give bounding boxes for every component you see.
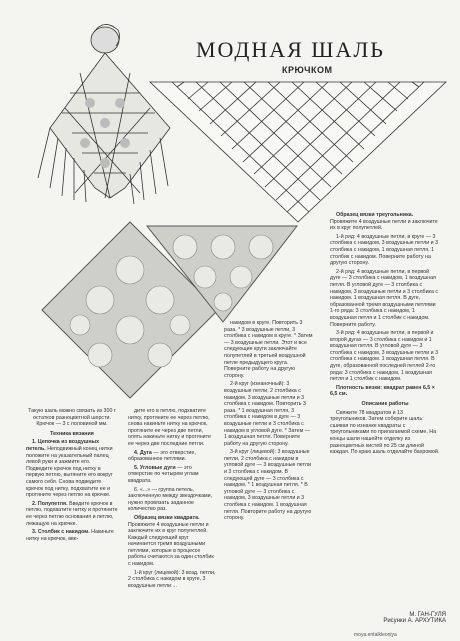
text-column-2 [128,408,216,591]
triangle-row-3: 3-й ряд: 4 воздушные петли, в первой и второй дугах — 3 столбика с накидом и 1 воздушная петля. В угловой дуге — 3 столбика с накидом, 3 воздушные петли и 3 столбика с накидом. 1 воздушная петля. В дуге, образованной последней петлей 2-го ряда: 3 столбика с накидом, 1 воздушная петля и 1 столбик с накидом. [330,330,439,383]
author-credit: М. ГАН-ГУЛЯ [409,612,446,618]
technique-item: 2. Полупетля. Введите крючок в петлю, подхватите нитку и протяните ее через петлю основания и петлю, лежащую на крючке. [26,500,118,527]
source-url: moya.entalkleoniya [354,632,397,638]
text-column-3 [224,320,314,524]
intro-text: Такую шаль можно связать из 300 г остатков разноцветной шерсти. Крючок — 3 с половиной мм. [28,408,116,428]
technique-item: 5. Угловые дуги — это отверстие по четырем углам квадрата. [128,464,199,484]
assembly-heading: Описание работы [361,401,409,408]
technique-item: 6. «...» — группа петель, заключенную между звездочками, нужно провязать заданное количество раз. [128,486,213,513]
technique-item: 3. Столбик с накидом. Накиньте нитку на крючок, вве- [26,529,114,542]
technique-item: 1. Цепочка из воздушных петель. Неподвижный конец нитки положите на указательный палец левой руки и зажмите его. Подведите крючок под нитку в первую петлю, вытяните его вокруг самого себя. Снова подведите крючок под нитку, подхватите ее и протяните через петлю на крючке. [26,439,113,499]
square-round-2: 2-й круг (изнаночный): 3 воздушные петли, 2 столбика с накидом. 3 воздушные петли и 3 столбика с накидом. Повторить 3 раза. * 1 воздушная петля, 3 столбика с накидом в дуге — 3 воздушные петли и 3 столбика с накидом в угловой дуге. * Затем — 1 воздушная петля. Поверните работу на другую сторону. [224,381,311,447]
square-continued: накидом в круге. Повторить 3 раза. * 3 воздушные петли, 3 столбика с накидом в круге. * Затем — 3 воздушные петли. Этот и все следующие круги заключайте полупетлей в третьей воздушной петле предыдущего круга. Поверните работу на другую сторону. [224,320,313,379]
page-title: МОДНАЯ ШАЛЬ [196,37,385,62]
density-text: Плотность вязки: квадрат равен 6,5 × 6,5 см. [330,384,435,398]
technique-heading: Техника вязания [50,430,94,437]
text-column-4 [330,212,440,458]
square-round-3: 3-й круг (лицевой): 3 воздушные петли, 2 столбика с накидом в угловой дуге — 3 воздушные петли и 3 столбика с накидом. В следующей дуге — 3 столбика с накидом. * 1 воздушная петля. * В угловой дуге — 3 столбика с накидом, 3 воздушные петли и 3 столбика с накидом. 1 воздушная петля. Повторите работу на другую сторону. [224,449,312,522]
triangle-row-2: 2-й ряд: 4 воздушные петли, в первой дуге — 3 столбика с накидом, 1 воздушная петля. В угловой дуге — 3 столбика с накидом, 3 воздушные петли и 3 столбика с накидом. 1 воздушная петля. В дуге, образованной тремя воздушными петлями 1-го ряда: 3 столбика с накидом, 1 воздушная петля и 1 столбик с накидом. Поверните работу. [330,268,439,328]
page-subtitle: КРЮЧКОМ [282,65,333,75]
artist-credit: Рисунки А. АРХУТИКА [383,618,446,624]
triangle-section: Образец вязки треугольника. Провяжите 4 воздушные петли и заключите их в круг полупетлей. [330,212,438,232]
text-column-1 [26,408,118,544]
assembly-diagram [148,80,448,225]
assembly-text: Свяжите 78 квадратов и 13 треугольников. Затем соберите шаль: сшивая по изнанке квадраты с треугольниками по прилагаемой схеме. На концы шали нашейте отделку из разноцветных кистей по 25 см длиной каждая. По краю шаль отделайте бахромой. [330,409,440,456]
credits [372,612,446,624]
crochet-triangle-swatch [145,222,300,327]
technique-continued: дите его в петлю, подхватите нитку, протяните ее через петлю, снова накиньте нитку на крючок, протяните ее через две петли, опять накиньте нитку и протяните ее через две последние петли. [128,408,211,447]
square-section: Образец вязки квадрата. Провяжите 4 воздушные петли и заключите их в круг полупетлей. Каждый следующий круг начинается тремя воздушными петлями, которые в процессе работы считаются за один столбик с накидом. [128,514,214,568]
technique-item: 4. Дуга — это отверстие, образованное петлями. [128,449,196,463]
triangle-row-1: 1-й ряд: 4 воздушные петли, в круге — 3 столбика с накидом, 3 воздушные петли и 3 столбика с накидом, 1 воздушная петля, 1 столбик с накидом. Поверните работу на другую сторону. [330,233,439,267]
square-round-1: 1-й круг (лицевой): 3 возд. петли, 2 столбика с накидом в круге, 3 воздушные петли ... [128,569,216,589]
